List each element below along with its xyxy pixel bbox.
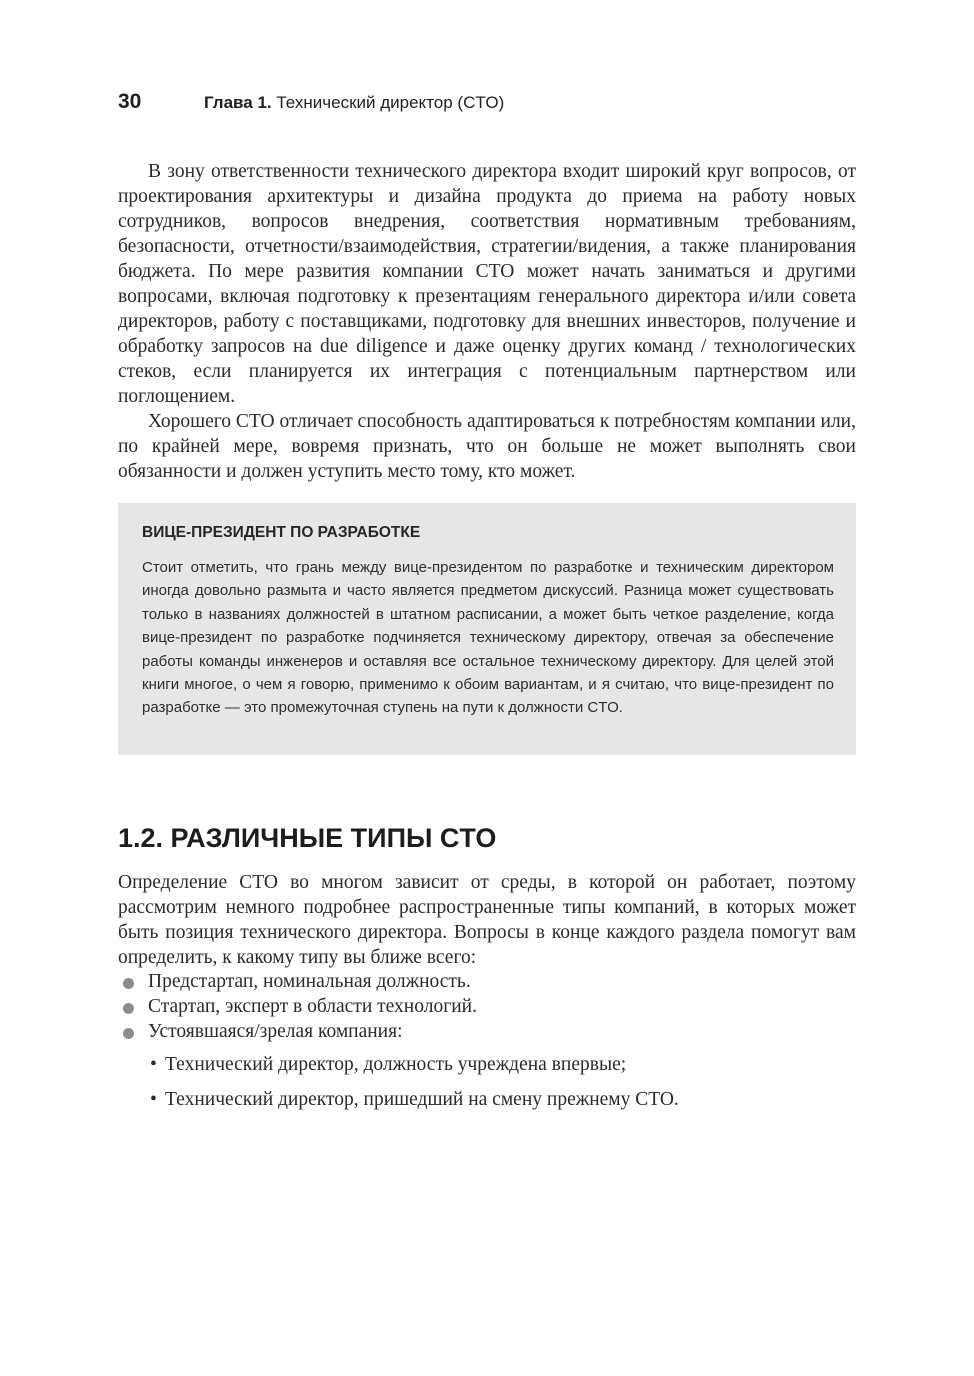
sidebar-box	[118, 503, 856, 755]
section-title: 1.2. РАЗЛИЧНЫЕ ТИПЫ CTO	[118, 823, 497, 853]
chapter-title: Технический директор (CTO)	[276, 93, 505, 112]
sub-list-item-text: Технический директор, должность учреждена впервые;	[165, 1054, 627, 1075]
chapter-label: Глава 1.	[204, 93, 272, 112]
list-item	[118, 1019, 856, 1044]
sub-bullet-marker: •	[150, 1054, 157, 1075]
list-item-text: Стартап, эксперт в области технологий.	[148, 996, 477, 1017]
sidebar-text: Стоит отметить, что грань между вице-президентом по разработке и техническим директором иногда довольно размыта и часто является предметом дискуссий. Разница может существовать только в названиях должностей в штатном расписании, а может быть четкое разделение, когда вице-президент по разработке подчиняется техническому директору, отвечая за обеспечение работы команды инженеров и оставляя все остальное техническому директору. Для целей этой книги многое, о чем я говорю, применимо к обоим вариантам, и я считаю, что вице-президент по разработке — это промежуточная ступень на пути к должности CTO.	[142, 559, 834, 717]
page-number: 30	[118, 90, 142, 113]
section-intro: Определение CTO во многом зависит от среды, в которой он работает, поэтому рассмотрим немного подробнее распространенные типы компаний, в которых может быть позиция технического директора. Вопросы в конце каждого раздела помогут вам определить, к какому типу вы ближе всего:	[118, 872, 856, 968]
sidebar-title: ВИЦЕ-ПРЕЗИДЕНТ ПО РАЗРАБОТКЕ	[142, 524, 421, 541]
bullet-icon	[123, 1028, 134, 1039]
list-item	[118, 969, 856, 994]
sub-list-item-text: Технический директор, пришедший на смену прежнему CTO.	[165, 1089, 679, 1110]
paragraph-responsibilities: В зону ответственности технического директора входит широкий круг вопросов, от проектирования архитектуры и дизайна продукта до приема на работу новых сотрудников, вопросов внедрения, соответствия нормативным требованиям, безопасности, отчетности/взаимодействия, стратегии/видения, а также планирования бюджета. По мере развития компании CTO может начать заниматься и другими вопросами, включая подготовку к презентациям генерального директора и/или совета директоров, работу с поставщиками, подготовку для внешних инвесторов, получение и обработку запросов на due diligence и даже оценку других команд / технологических стеков, если планируется их интеграция с потенциальным партнерством или поглощением.	[118, 161, 856, 407]
list-item-text: Устоявшаяся/зрелая компания:	[148, 1021, 403, 1042]
list-item-text: Предстартап, номинальная должность.	[148, 971, 471, 992]
paragraph-good-cto: Хорошего CTO отличает способность адаптироваться к потребностям компании или, по крайней мере, вовремя признать, что он больше не может выполнять свои обязанности и должен уступить место тому, кто может.	[118, 411, 856, 482]
list-item	[118, 994, 856, 1019]
sub-bullet-marker: •	[150, 1089, 157, 1110]
sub-list-item	[150, 1087, 679, 1112]
chapter-heading	[204, 93, 504, 113]
sub-list-item	[150, 1052, 626, 1077]
bullet-list	[118, 969, 856, 1044]
bullet-icon	[123, 1003, 134, 1014]
bullet-icon	[123, 978, 134, 989]
